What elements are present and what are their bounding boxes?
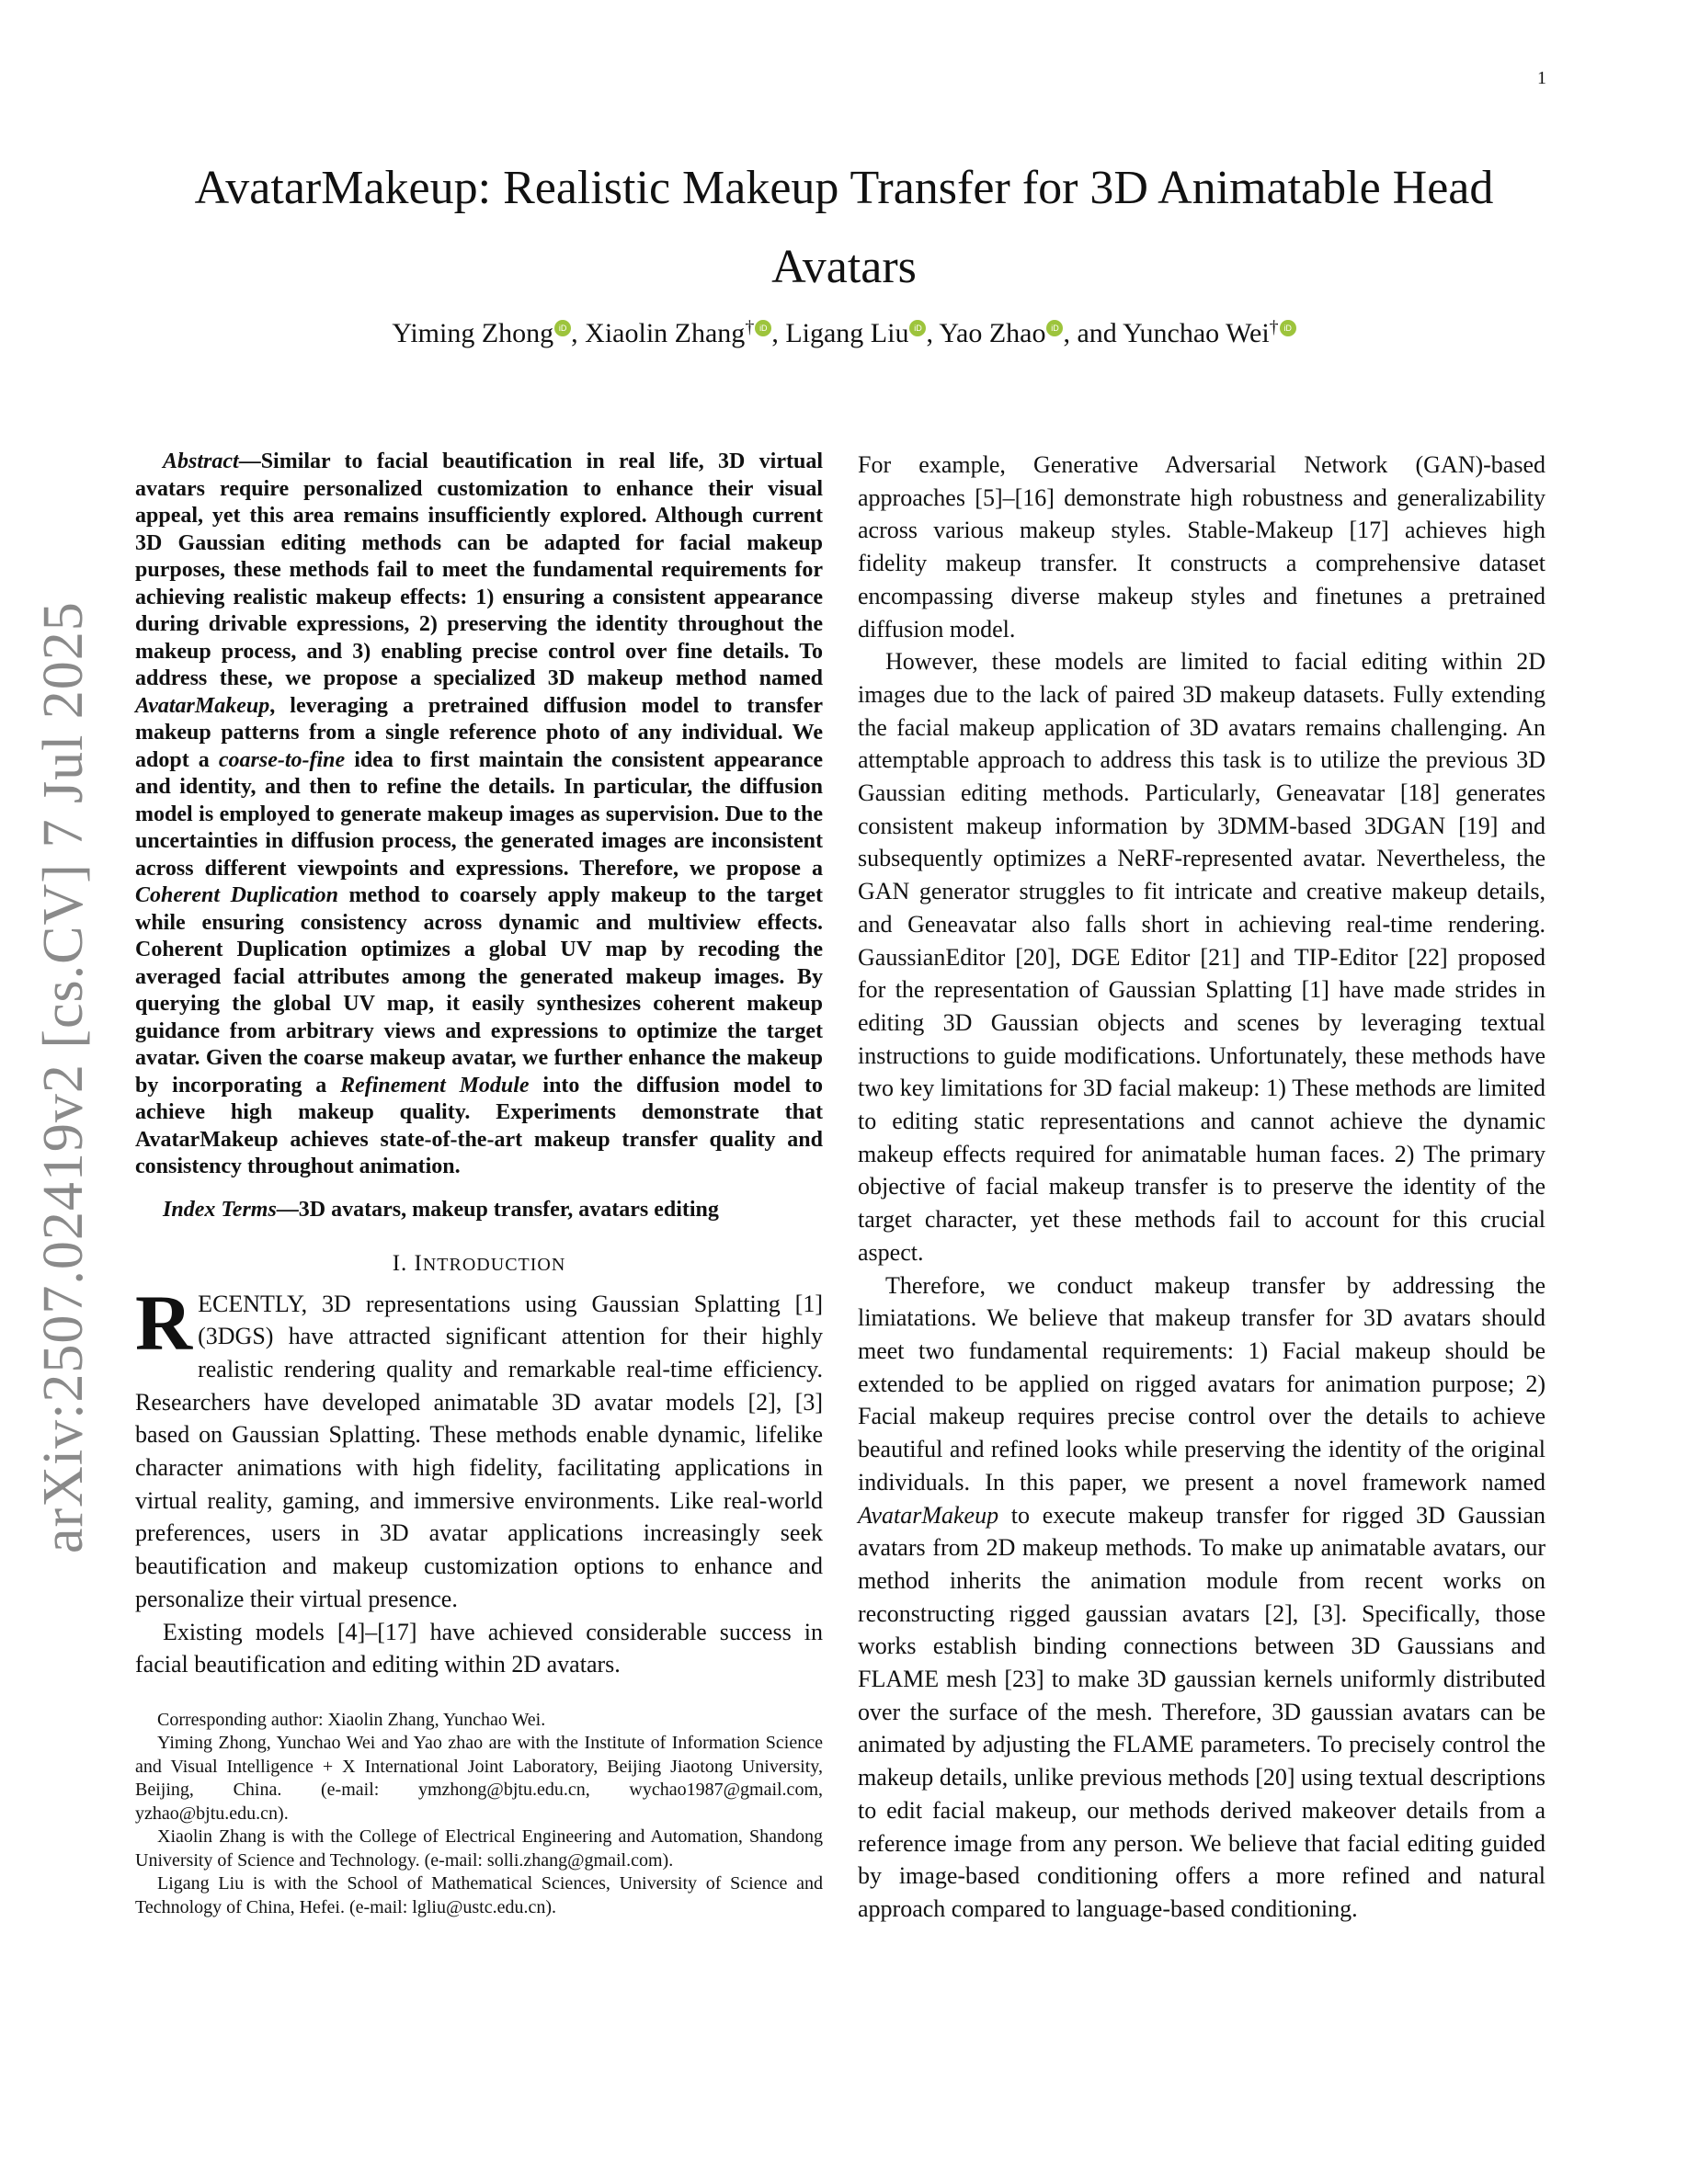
abstract-emphasis: AvatarMakeup (135, 693, 270, 718)
author-name: Yiming Zhong (392, 318, 554, 348)
author-name: Yunchao Wei (1123, 318, 1270, 348)
abstract-text: —Similar to facial beautification in real life, 3D virtual avatars require personalized customization to enhance their visual appeal, yet this area remains insufficiently explored. Although current 3D Gaussian editing methods can be adapted for facial makeup purposes, these methods fail to meet the fundamental requirements for achieving realistic makeup effects: 1) ensuring a consistent appearance during drivable expressions, 2) preserving the identity throughout the makeup process, and 3) enabling precise control over fine details. To address these, we propose a specialized 3D makeup method named (135, 449, 823, 690)
paper-title: AvatarMakeup: Realistic Makeup Transfer for 3D Animatable Head Avatars (194, 162, 1494, 293)
author-name: Xiaolin Zhang (585, 318, 746, 348)
author-separator: , (571, 318, 586, 348)
drop-cap: R (135, 1278, 193, 1367)
index-terms-label: Index Terms (163, 1197, 277, 1222)
corresponding-dagger: † (1269, 317, 1279, 337)
abstract-text: , leveraging a pretrained diffusion model to transfer makeup patterns from a single reference photo of any individual. We adopt a (135, 693, 823, 772)
abstract (135, 449, 823, 1181)
author-list (138, 309, 1550, 352)
body-paragraph (858, 1269, 1545, 1926)
left-column (135, 449, 823, 1919)
orcid-icon[interactable]: iD (755, 320, 771, 336)
body-paragraph: However, these models are limited to facial editing within 2D images due to the lack of paired 3D makeup datasets. Fully extending the facial makeup application of 3D avatars remains challenging. An attemptable approach to address this task is to utilize the previous 3D Gaussian editing methods. Particularly, Geneavatar [18] generates consistent makeup information by 3DMM-based 3DGAN [19] and subsequently optimizes a NeRF-represented avatar. Nevertheless, the GAN generator struggles to fit intricate and creative makeup details, and Geneavatar also falls short in achieving real-time rendering. GaussianEditor [20], DGE Editor [21] and TIP-Editor [22] proposed for the representation of Gaussian Splatting [1] have made strides in editing 3D Gaussian objects and scenes by leveraging textual instructions to guide modifications. Unfortunately, these methods have two key limitations for 3D facial makeup: 1) These methods are limited to editing static representations and cannot achieve the dynamic makeup effects required for animatable human faces. 2) The primary objective of facial makeup transfer is to preserve the identity of the target character, yet these methods fail to account for this crucial aspect. (858, 648, 1545, 1266)
footnotes (135, 1709, 823, 1920)
section-title-initial: I (414, 1250, 423, 1276)
abstract-text: into the diffusion model to achieve high makeup quality. Experiments demonstrate that AvatarMakeup achieves state-of-the-art makeup transfer quality and consistency throughout animation. (135, 1073, 823, 1178)
author-separator: , (926, 318, 940, 348)
section-title-rest: NTRODUCTION (422, 1254, 566, 1275)
orcid-icon[interactable]: iD (1046, 320, 1063, 336)
orcid-icon[interactable]: iD (909, 320, 926, 336)
paragraph-text: to execute makeup transfer for rigged 3D Gaussian avatars from 2D makeup methods. To make up animatable avatars, our method inherits the animation module from recent works on reconstructing rigged gaussian avatars [2], [3]. Specifically, those works establish binding connections between 3D Gaussians and FLAME mesh [23] to make 3D gaussian kernels uniformly distributed over the surface of the mesh. Therefore, 3D gaussian avatars can be animated by adjusting the FLAME parameters. To precisely control the makeup details, unlike previous methods [20] using textual descriptions to edit facial makeup, our methods derived makeover details from a reference image from any person. We believe that facial editing guided by image-based conditioning offers a more refined and natural approach compared to language-based conditioning. (858, 1501, 1545, 1922)
section-heading-introduction (135, 1251, 823, 1277)
footnote-affiliation: Yiming Zhong, Yunchao Wei and Yao zhao are with the Institute of Information Science and Visual Intelligence + X International Joint Laboratory, Beijing Jiaotong University, Beijing, China. (e-mail: ymzhong@bjtu.edu.cn, wychao1987@gmail.com, yzhao@bjtu.edu.cn). (135, 1733, 823, 1824)
footnote-corresponding: Corresponding author: Xiaolin Zhang, Yunchao Wei. (157, 1709, 546, 1730)
index-terms (135, 1196, 823, 1223)
abstract-emphasis: Refinement Module (340, 1073, 530, 1098)
abstract-emphasis: Coherent Duplication (135, 883, 338, 907)
footnote-affiliation: Xiaolin Zhang is with the College of Electrical Engineering and Automation, Shandong University of Science and Technology. (e-mail: solli.zhang@gmail.com). (135, 1826, 823, 1871)
intro-paragraph-2: Existing models [4]–[17] have achieved considerable success in facial beautification and editing within 2D avatars. (135, 1618, 823, 1678)
intro-paragraph-1 (135, 1278, 823, 1616)
section-numeral: I. (392, 1250, 415, 1276)
abstract-label: Abstract (163, 449, 239, 473)
paragraph-emphasis: AvatarMakeup (858, 1501, 999, 1529)
paragraph-text: ECENTLY, 3D representations using Gaussian Splatting [1](3DGS) have attracted significant attention for their highly realistic rendering quality and remarkable real-time efficiency. Researchers have developed animatable 3D avatar models [2], [3] based on Gaussian Splatting. These methods enable dynamic, lifelike character animations with high fidelity, facilitating applications in virtual reality, gaming, and immersive environments. Like real-world preferences, users in 3D avatar applications increasingly seek beautification and makeup customization options to enhance and personalize their virtual presence. (135, 1290, 823, 1612)
orcid-icon[interactable]: iD (1280, 320, 1296, 336)
author-name: Ligang Liu (785, 318, 909, 348)
abstract-emphasis: coarse-to-fine (218, 747, 346, 772)
right-column (858, 449, 1545, 1926)
body-paragraph: For example, Generative Adversarial Network (GAN)-based approaches [5]–[16] demonstrate high robustness and generalizability across various makeup styles. Stable-Makeup [17] achieves high fidelity makeup transfer. It constructs a comprehensive dataset encompassing diverse makeup styles and finetunes a pretrained diffusion model. (858, 451, 1545, 643)
author-name: Yao Zhao (939, 318, 1046, 348)
abstract-text: idea to first maintain the consistent appearance and identity, and then to refine the details. In particular, the diffusion model is employed to generate makeup images as supervision. Due to the uncertainties in diffusion process, the generated images are inconsistent across different viewpoints and expressions. Therefore, we propose a (135, 747, 824, 881)
corresponding-dagger: † (745, 317, 755, 337)
orcid-icon[interactable]: iD (554, 320, 571, 336)
author-separator: , and (1063, 318, 1123, 348)
index-terms-text: —3D avatars, makeup transfer, avatars editing (276, 1197, 719, 1222)
footnote-affiliation: Ligang Liu is with the School of Mathematical Sciences, University of Science and Technology of China, Hefei. (e-mail: lgliu@ustc.edu.cn). (135, 1873, 823, 1917)
page-number: 1 (1537, 68, 1546, 88)
author-separator: , (771, 318, 786, 348)
paragraph-text: Therefore, we conduct makeup transfer by addressing the limiatations. We believe that makeup transfer for 3D avatars should meet two fundamental requirements: 1) Facial makeup should be extended to be applied on rigged avatars for animation purpose; 2) Facial makeup requires precise control over the details to achieve beautiful and refined looks while preserving the identity of the original individuals. In this paper, we present a novel framework named (858, 1271, 1545, 1496)
arxiv-identifier: arXiv:2507.02419v2 [cs.CV] 7 Jul 2025 (32, 601, 95, 1553)
abstract-text: method to coarsely apply makeup to the target while ensuring consistency across dynamic and multiview effects. Coherent Duplication optimizes a global UV map by recoding the averaged facial attributes among the generated makeup images. By querying the global UV map, it easily synthesizes coherent makeup guidance from arbitrary views and expressions to optimize the target avatar. Given the coarse makeup avatar, we further enhance the makeup by incorporating a (135, 883, 823, 1098)
